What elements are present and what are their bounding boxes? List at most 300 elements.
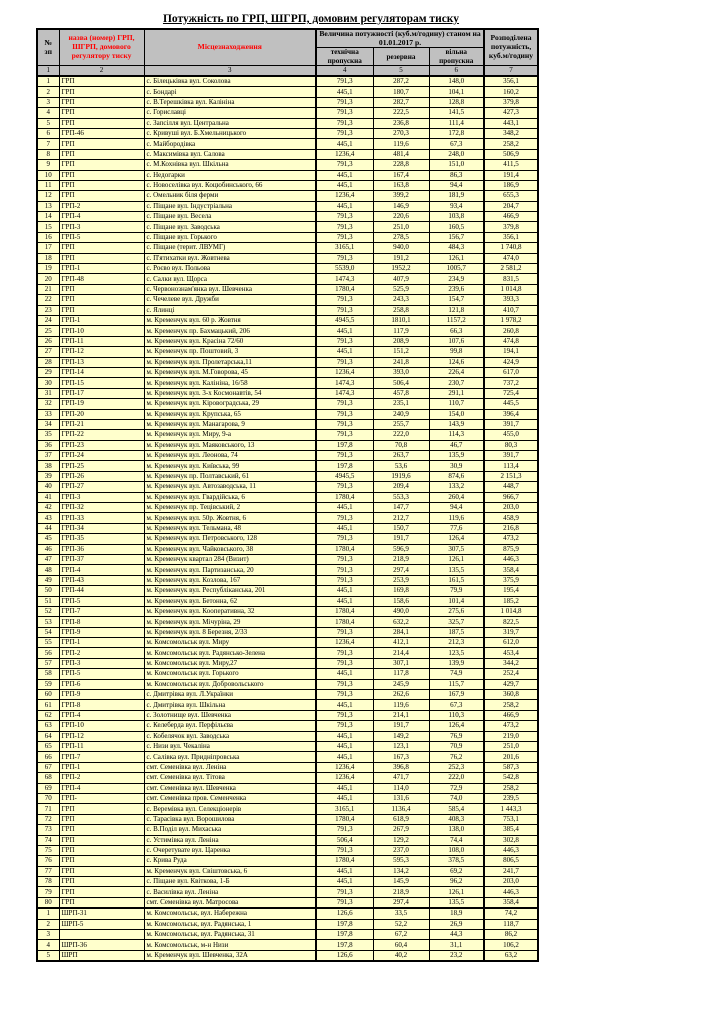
cell-free: 26,9	[429, 919, 484, 929]
table-row	[37, 648, 538, 658]
cell-name: ГРП-44	[59, 586, 144, 596]
cell-num: 40	[37, 482, 59, 492]
cell-name: ГРП-6	[59, 679, 144, 689]
cell-num: 74	[37, 835, 59, 845]
cell-reserve: 40,2	[373, 950, 429, 961]
cell-distributed: 410,7	[484, 305, 538, 315]
cell-free: 138,0	[429, 825, 484, 835]
cell-name: ГРП-17	[59, 388, 144, 398]
cell-name: ГРП	[59, 160, 144, 170]
cell-distributed: 375,9	[484, 575, 538, 585]
cell-name: ГРП-11	[59, 742, 144, 752]
table-row	[37, 814, 538, 824]
cell-reserve: 151,2	[373, 347, 429, 357]
cell-technical: 445,1	[316, 596, 373, 606]
table-row	[37, 513, 538, 523]
cell-name: ГРП-11	[59, 336, 144, 346]
cell-name: ГРП-9	[59, 627, 144, 637]
cell-reserve: 163,8	[373, 180, 429, 190]
table-row	[37, 295, 538, 305]
cell-num: 16	[37, 232, 59, 242]
table-row	[37, 845, 538, 855]
page-title: Потужність по ГРП, ШГРП, домовим регуляторам тиску	[162, 13, 460, 25]
cell-technical: 791,3	[316, 575, 373, 585]
table-row	[37, 950, 538, 961]
cell-reserve: 236,8	[373, 118, 429, 128]
cell-name: ГРП-5	[59, 669, 144, 679]
cell-location: м. Кременчук вул. Київська, 99	[144, 461, 316, 471]
cell-location: смт. Семенівка вул. Шевченка	[144, 783, 316, 793]
cell-reserve: 396,8	[373, 762, 429, 772]
cell-free: 76,9	[429, 731, 484, 741]
cell-location: с. Новоселівка вул. Коцюбинського, 66	[144, 180, 316, 190]
table-row	[37, 149, 538, 159]
table-row	[37, 440, 538, 450]
cell-num: 1	[37, 76, 59, 87]
cell-distributed: 186,9	[484, 180, 538, 190]
cell-location: с. Роєво вул. Польова	[144, 264, 316, 274]
cell-distributed: 453,4	[484, 648, 538, 658]
cell-name: ГРП-5	[59, 596, 144, 606]
cell-free: 248,0	[429, 149, 484, 159]
cell-distributed: 617,0	[484, 367, 538, 377]
header-name: назва (номер) ГРП, ШГРП, домового регулятору тиску	[59, 29, 144, 66]
cell-location: смт. Семенівка вул. Тітова	[144, 773, 316, 783]
cell-reserve: 393,0	[373, 367, 429, 377]
cell-free: 1005,7	[429, 264, 484, 274]
cell-reserve: 632,2	[373, 617, 429, 627]
cell-reserve: 222,0	[373, 430, 429, 440]
cell-name: ГРП	[59, 814, 144, 824]
cell-reserve: 595,3	[373, 856, 429, 866]
cell-distributed: 612,0	[484, 638, 538, 648]
colnum-3: 3	[144, 66, 316, 77]
cell-distributed: 356,1	[484, 232, 538, 242]
table-row	[37, 108, 538, 118]
cell-num: 50	[37, 586, 59, 596]
cell-distributed: 391,7	[484, 419, 538, 429]
cell-distributed: 356,1	[484, 76, 538, 87]
table-row	[37, 669, 538, 679]
cell-free: 31,1	[429, 940, 484, 950]
cell-name: ГРП	[59, 118, 144, 128]
cell-free: 23,2	[429, 950, 484, 961]
cell-name: ГРП-10	[59, 326, 144, 336]
cell-free: 110,7	[429, 399, 484, 409]
cell-name: ГРП-22	[59, 430, 144, 440]
cell-technical: 1780,4	[316, 544, 373, 554]
cell-free: 187,5	[429, 627, 484, 637]
cell-reserve: 218,9	[373, 887, 429, 897]
cell-distributed: 379,8	[484, 97, 538, 107]
cell-technical: 791,3	[316, 845, 373, 855]
table-row	[37, 554, 538, 564]
cell-free: 135,5	[429, 565, 484, 575]
cell-technical: 445,1	[316, 347, 373, 357]
cell-name: ГРП-1	[59, 264, 144, 274]
cell-distributed: 358,4	[484, 565, 538, 575]
cell-reserve: 297,4	[373, 897, 429, 908]
table-row	[37, 700, 538, 710]
cell-num: 48	[37, 565, 59, 575]
cell-reserve: 240,9	[373, 409, 429, 419]
cell-reserve: 287,2	[373, 76, 429, 87]
cell-reserve: 263,7	[373, 451, 429, 461]
cell-location: с. Гориславці	[144, 108, 316, 118]
cell-name: ГРП-9	[59, 690, 144, 700]
cell-num: 21	[37, 284, 59, 294]
cell-free: 74,4	[429, 835, 484, 845]
cell-num: 45	[37, 534, 59, 544]
cell-distributed: 1 014,8	[484, 606, 538, 616]
table-row	[37, 232, 538, 242]
cell-num: 33	[37, 409, 59, 419]
cell-free: 30,9	[429, 461, 484, 471]
cell-location: м. Кременчук вул. Пролетарська,11	[144, 357, 316, 367]
cell-name: ГРП-27	[59, 482, 144, 492]
cell-location: с. П'ятихатки вул. Жовтнева	[144, 253, 316, 263]
cell-technical: 791,3	[316, 721, 373, 731]
cell-reserve: 180,7	[373, 87, 429, 97]
cell-location: м. Кременчук вул. 3-х Космонавтів, 54	[144, 388, 316, 398]
cell-reserve: 123,1	[373, 742, 429, 752]
cell-num: 9	[37, 160, 59, 170]
cell-free: 67,3	[429, 700, 484, 710]
cell-free: 408,3	[429, 814, 484, 824]
table-row	[37, 503, 538, 513]
cell-location: с. Тарасівка вул. Ворошилова	[144, 814, 316, 824]
cell-name: ГРП	[59, 305, 144, 315]
table-row	[37, 658, 538, 668]
cell-distributed: 753,1	[484, 814, 538, 824]
cell-location: с. Келеберда вул. Перфільєва	[144, 721, 316, 731]
cell-reserve: 245,9	[373, 679, 429, 689]
cell-reserve: 158,6	[373, 596, 429, 606]
cell-technical: 197,8	[316, 940, 373, 950]
cell-location: с. Омельник біля ферми	[144, 191, 316, 201]
cell-free: 18,9	[429, 908, 484, 919]
cell-distributed: 258,2	[484, 139, 538, 149]
cell-free: 66,3	[429, 326, 484, 336]
cell-reserve: 284,1	[373, 627, 429, 637]
cell-technical: 791,3	[316, 118, 373, 128]
cell-num: 5	[37, 950, 59, 961]
cell-location: м. Кременчук вул. Шевченка, 32А	[144, 950, 316, 961]
cell-reserve: 208,9	[373, 336, 429, 346]
cell-technical: 445,1	[316, 866, 373, 876]
cell-num: 11	[37, 180, 59, 190]
cell-location: с. Веремівка вул. Селекціонерів	[144, 804, 316, 814]
cell-reserve: 222,5	[373, 108, 429, 118]
cell-location: м. Кременчук вул. 50р. Жовтня, 6	[144, 513, 316, 523]
cell-location: м. Кременчук вул. Чайковського, 38	[144, 544, 316, 554]
cell-reserve: 117,8	[373, 669, 429, 679]
table-row	[37, 128, 538, 138]
table-row	[37, 866, 538, 876]
cell-free: 230,7	[429, 378, 484, 388]
cell-num: 56	[37, 648, 59, 658]
cell-location: м. Кременчук вул. Партизанська, 20	[144, 565, 316, 575]
cell-reserve: 596,9	[373, 544, 429, 554]
cell-num: 18	[37, 253, 59, 263]
cell-location: м. Комсомольськ вул. Горького	[144, 669, 316, 679]
cell-location: с. Піщане вул. Квіткова, 1-Б	[144, 877, 316, 887]
table-row	[37, 367, 538, 377]
cell-reserve: 191,7	[373, 534, 429, 544]
cell-num: 71	[37, 804, 59, 814]
cell-num: 52	[37, 606, 59, 616]
cell-num: 8	[37, 149, 59, 159]
cell-location: м. Кременчук вул. Маяковського, 13	[144, 440, 316, 450]
cell-free: 325,7	[429, 617, 484, 627]
cell-technical: 791,3	[316, 160, 373, 170]
cell-distributed: 204,7	[484, 201, 538, 211]
cell-num: 75	[37, 845, 59, 855]
cell-free: 172,8	[429, 128, 484, 138]
cell-location: м. Комсомольськ вул. Радянсько-Зелена	[144, 648, 316, 658]
cell-num: 54	[37, 627, 59, 637]
cell-location: с. Майбородівка	[144, 139, 316, 149]
table-row	[37, 793, 538, 803]
cell-distributed: 822,5	[484, 617, 538, 627]
cell-distributed: 358,4	[484, 897, 538, 908]
cell-reserve: 278,5	[373, 232, 429, 242]
cell-reserve: 255,7	[373, 419, 429, 429]
cell-name: ГРП-7	[59, 752, 144, 762]
cell-free: 79,9	[429, 586, 484, 596]
cell-num: 57	[37, 658, 59, 668]
cell-technical: 506,4	[316, 835, 373, 845]
cell-reserve: 131,6	[373, 793, 429, 803]
cell-free: 108,0	[429, 845, 484, 855]
cell-num: 32	[37, 399, 59, 409]
cell-num: 14	[37, 212, 59, 222]
cell-reserve: 129,2	[373, 835, 429, 845]
cell-name: ШРП-31	[59, 908, 144, 919]
cell-free: 124,6	[429, 357, 484, 367]
cell-distributed: 655,3	[484, 191, 538, 201]
table-row	[37, 825, 538, 835]
cell-technical: 445,1	[316, 180, 373, 190]
cell-reserve: 258,8	[373, 305, 429, 315]
cell-name: ГРП-36	[59, 544, 144, 554]
cell-reserve: 525,9	[373, 284, 429, 294]
cell-free: 167,9	[429, 690, 484, 700]
cell-num: 79	[37, 887, 59, 897]
cell-free: 484,3	[429, 243, 484, 253]
cell-location: м. Кременчук квартал 284 (Визит)	[144, 554, 316, 564]
cell-distributed: 113,4	[484, 461, 538, 471]
cell-distributed: 63,2	[484, 950, 538, 961]
cell-free: 141,5	[429, 108, 484, 118]
cell-reserve: 218,9	[373, 554, 429, 564]
cell-free: 156,7	[429, 232, 484, 242]
cell-free: 291,1	[429, 388, 484, 398]
cell-location: м. Кременчук пр. Поштовий, 3	[144, 347, 316, 357]
cell-name: ГРП-34	[59, 523, 144, 533]
cell-free: 128,8	[429, 97, 484, 107]
cell-technical: 1474,3	[316, 378, 373, 388]
cell-num: 36	[37, 440, 59, 450]
cell-name: ГРП-4	[59, 565, 144, 575]
cell-technical: 3165,1	[316, 243, 373, 253]
cell-technical: 791,3	[316, 710, 373, 720]
cell-num: 2	[37, 919, 59, 929]
cell-num: 66	[37, 752, 59, 762]
cell-num: 35	[37, 430, 59, 440]
table-row	[37, 264, 538, 274]
header-distributed: Розподілена потужність, куб.м/годину	[484, 29, 538, 66]
cell-distributed: 393,3	[484, 295, 538, 305]
cell-distributed: 831,5	[484, 274, 538, 284]
table-row	[37, 118, 538, 128]
table-row	[37, 347, 538, 357]
cell-reserve: 267,9	[373, 825, 429, 835]
cell-free: 101,4	[429, 596, 484, 606]
cell-num: 13	[37, 201, 59, 211]
cell-num: 5	[37, 118, 59, 128]
cell-name: ГРП-3	[59, 658, 144, 668]
cell-technical: 791,3	[316, 97, 373, 107]
cell-name: ГРП-10	[59, 721, 144, 731]
cell-num: 68	[37, 773, 59, 783]
cell-name: ГРП-20	[59, 409, 144, 419]
cell-name: ГРП-37	[59, 554, 144, 564]
cell-reserve: 147,7	[373, 503, 429, 513]
cell-distributed: 216,8	[484, 523, 538, 533]
cell-num: 37	[37, 451, 59, 461]
cell-reserve: 506,4	[373, 378, 429, 388]
cell-reserve: 67,2	[373, 930, 429, 940]
cell-num: 10	[37, 170, 59, 180]
cell-technical: 445,1	[316, 752, 373, 762]
cell-location: м. Комсомольськ, вул. Радянська, 1	[144, 919, 316, 929]
cell-reserve: 228,8	[373, 160, 429, 170]
cell-num: 67	[37, 762, 59, 772]
cell-technical: 791,3	[316, 825, 373, 835]
cell-distributed: 219,0	[484, 731, 538, 741]
cell-name: ГРП-15	[59, 378, 144, 388]
cell-distributed: 466,9	[484, 212, 538, 222]
cell-reserve: 150,7	[373, 523, 429, 533]
cell-technical: 791,3	[316, 253, 373, 263]
cell-technical: 791,3	[316, 627, 373, 637]
cell-technical: 1780,4	[316, 284, 373, 294]
cell-num: 69	[37, 783, 59, 793]
cell-location: с. Білецьківка вул. Соколова	[144, 76, 316, 87]
table-row	[37, 471, 538, 481]
cell-distributed: 252,4	[484, 669, 538, 679]
cell-reserve: 1952,2	[373, 264, 429, 274]
cell-reserve: 167,3	[373, 752, 429, 762]
cell-free: 252,3	[429, 762, 484, 772]
cell-location: с. В.Терешківка вул. Калініна	[144, 97, 316, 107]
table-row	[37, 606, 538, 616]
cell-location: с. Піщане вул. Індустріальна	[144, 201, 316, 211]
cell-location: м. Кременчук вул. Манагарова, 9	[144, 419, 316, 429]
cell-location: с. М.Кохнівка вул. Шкільна	[144, 160, 316, 170]
table-row	[37, 940, 538, 950]
capacity-table	[36, 28, 539, 962]
cell-num: 80	[37, 897, 59, 908]
cell-free: 1157,2	[429, 315, 484, 325]
cell-name: ГРП	[59, 243, 144, 253]
cell-technical: 791,3	[316, 295, 373, 305]
cell-location: м. Кременчук вул. Гвардійська, 6	[144, 492, 316, 502]
cell-free: 239,6	[429, 284, 484, 294]
table-row	[37, 742, 538, 752]
cell-location: м. Кременчук вул. Республіканська, 201	[144, 586, 316, 596]
cell-num: 3	[37, 97, 59, 107]
colnum-2: 2	[59, 66, 144, 77]
table-row	[37, 908, 538, 919]
cell-name: ГРП	[59, 877, 144, 887]
table-header	[37, 29, 538, 76]
table-row	[37, 326, 538, 336]
table-row	[37, 596, 538, 606]
cell-distributed: 1 740,8	[484, 243, 538, 253]
cell-free: 70,9	[429, 742, 484, 752]
cell-technical: 791,3	[316, 565, 373, 575]
cell-location: с. Крива Руда	[144, 856, 316, 866]
cell-free: 74,0	[429, 793, 484, 803]
table-row	[37, 783, 538, 793]
header-row-main	[37, 29, 538, 48]
cell-location: м. Кременчук пр. Полтавський, 61	[144, 471, 316, 481]
cell-free: 234,9	[429, 274, 484, 284]
cell-free: 126,1	[429, 554, 484, 564]
cell-location: смт. Семенівка вул. Леніна	[144, 762, 316, 772]
header-free: вільна пропускна	[429, 48, 484, 66]
cell-location: м. Комсомольськ вул. Добровольського	[144, 679, 316, 689]
cell-reserve: 412,1	[373, 638, 429, 648]
cell-num: 1	[37, 908, 59, 919]
table-row	[37, 87, 538, 97]
cell-name: ГРП-2	[59, 201, 144, 211]
cell-location: с. Устимівка вул. Леніна	[144, 835, 316, 845]
cell-reserve: 70,8	[373, 440, 429, 450]
table-row	[37, 76, 538, 87]
cell-technical: 1780,4	[316, 492, 373, 502]
cell-name: ГРП	[59, 804, 144, 814]
cell-name: ГРП-23	[59, 440, 144, 450]
cell-name: ГРП	[59, 108, 144, 118]
cell-name: ГРП-4	[59, 212, 144, 222]
cell-technical: 1780,4	[316, 814, 373, 824]
cell-name: ГРП-14	[59, 367, 144, 377]
cell-location: м. Кременчук пр. Тецівський, 2	[144, 503, 316, 513]
cell-technical: 197,8	[316, 440, 373, 450]
cell-location: м. Кременчук вул. М.Говорова, 45	[144, 367, 316, 377]
cell-free: 99,8	[429, 347, 484, 357]
cell-location: с. Піщане вул. Горького	[144, 232, 316, 242]
cell-num: 60	[37, 690, 59, 700]
cell-reserve: 119,6	[373, 139, 429, 149]
cell-location: с. Максимівка вул. Салова	[144, 149, 316, 159]
cell-name: ГРП-2	[59, 773, 144, 783]
cell-reserve: 251,0	[373, 222, 429, 232]
cell-name: ГРП-19	[59, 399, 144, 409]
cell-reserve: 407,9	[373, 274, 429, 284]
cell-num: 62	[37, 710, 59, 720]
cell-location: смт. Семенівка вул. Матросова	[144, 897, 316, 908]
cell-name: ГРП-48	[59, 274, 144, 284]
cell-free: 119,6	[429, 513, 484, 523]
cell-technical: 791,3	[316, 212, 373, 222]
cell-distributed: 2 151,3	[484, 471, 538, 481]
table-row	[37, 461, 538, 471]
cell-technical: 791,3	[316, 658, 373, 668]
